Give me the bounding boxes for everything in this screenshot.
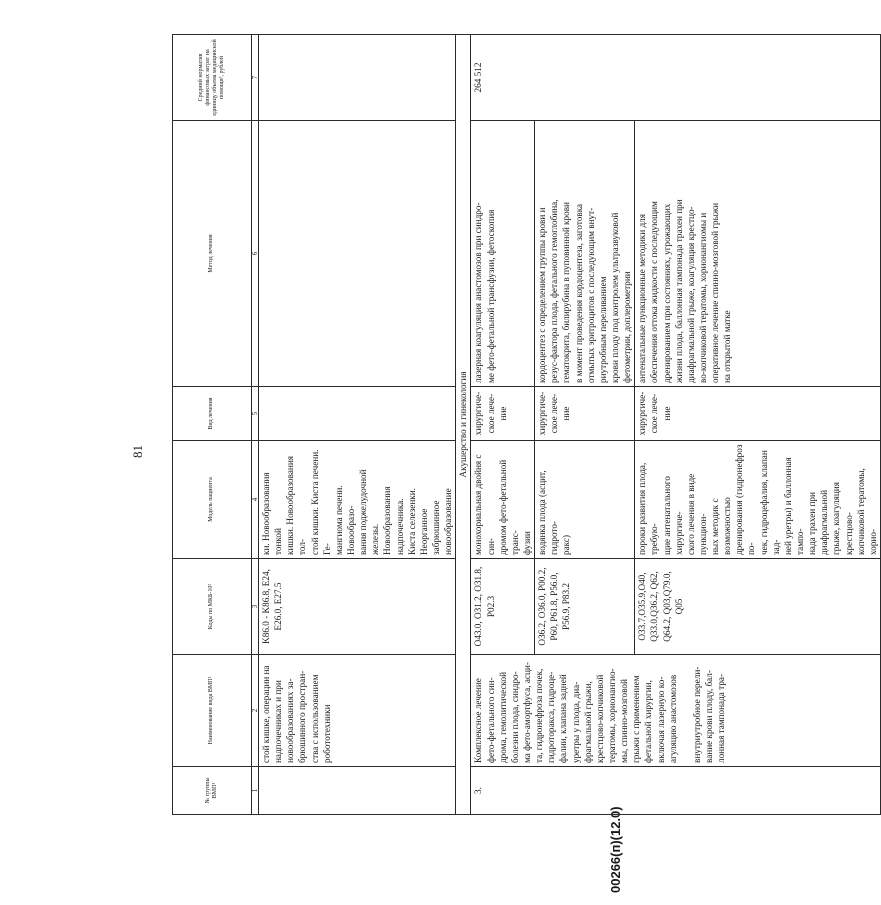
cell-vmp-name [471, 655, 881, 767]
subrow2-treatment: хирургиче- ское лече- ние [537, 391, 572, 436]
subrow1-method: лазерная коагуляция анастомозов при синдро- ме фето-фетальной трансфузии, фетоскопия [473, 202, 496, 383]
cell-treatment [471, 387, 535, 441]
header-treatment-method: Метод лечения [173, 121, 252, 387]
cell-method [535, 121, 635, 387]
header-vmp-name: Наименование вида ВМП¹ [173, 655, 252, 767]
cell-method [471, 121, 535, 387]
cell-empty [259, 767, 456, 815]
col-number: 5 [252, 387, 259, 441]
cell-treatment [635, 387, 881, 441]
cell-method [635, 121, 881, 387]
subrow2-model: водянка плода (асцит, гидрото- ракс) [537, 470, 572, 555]
cell-treatment [535, 387, 635, 441]
document-id: 00266(п)(12.0) [608, 806, 623, 893]
header-icd-codes: Коды по МКБ-10² [173, 559, 252, 655]
header-treatment-type: Вид лечения [173, 387, 252, 441]
subrow1-treatment: хирургиче- ское лече- ние [473, 391, 508, 436]
vmp-table [172, 34, 881, 815]
col-number: 4 [252, 441, 259, 559]
page-number: 81 [130, 445, 145, 458]
subrow3-method: антенатальные пункционные методики для обеспечения оттока жидкости с последующим дренированием при состояниях, угрожающих жизни плода, баллонная тампонада трахеи при диафрагмальной грыже, коагуляция крестцо- во-копчиковой тератомы, хорионангиомы и оперативное лечение спинно-мозговой грыжи на открытой матке [637, 199, 733, 383]
cell-cost: 264 512 [471, 35, 881, 121]
continued-row [259, 35, 456, 815]
header-group-number: № группы ВМП¹ [173, 767, 252, 815]
continued-model-text: ки. Новообразования тонкой кишки. Новообразования тол- стой кишки. Киста печени. Ге- мангиома печени. Новообразо- вания поджелудочной железы. Новообразования надпочечника. Киста селезенки. Неорганное забрюшинное новообразование [261, 449, 454, 555]
group3-row-1 [471, 35, 535, 815]
col-number: 2 [252, 655, 259, 767]
subrow1-model: монохориальная двойня с син- дромом фето-фетальной транс- фузии [473, 454, 532, 555]
section-title: Акушерство и гинекология [456, 35, 471, 815]
section-row [456, 35, 471, 815]
subrow2-codes: O36.2, O36.0, P00.2, P60, P61.8, P56.0, P56.9, P83.2 [537, 567, 572, 646]
header-patient-model: Модель пациента [173, 441, 252, 559]
col-number: 1 [252, 767, 259, 815]
subrow3-model: пороки развития плода, требую- щие антенатального хирургиче- ского лечения в виде пункцион- ных методик с возможностью дренирования (гидронефроз по- чек, гидроцефалия, клапан зад- ней уретры) и баллонная тампо- нада трахеи при диафрагмальной грыже, коагуляция крестцово- копчиковой тератомы, хорио- [637, 444, 878, 555]
subrow3-codes: O33.7,O35.9,O40, Q33.0,Q36.2, Q62, Q64.2, Q03,Q79.0, Q05 [637, 571, 684, 642]
cell-codes [635, 559, 881, 655]
col-number: 6 [252, 121, 259, 387]
cell-empty [259, 121, 456, 387]
col-number: 3 [252, 559, 259, 655]
header-row [173, 35, 252, 815]
cell-codes [259, 559, 456, 655]
header-cost-norm: Средний норматив финансовых затрат на единицу объема медицинской помощи³, рублей [173, 35, 252, 121]
cell-empty [259, 35, 456, 121]
subrow1-codes: O43.0, O31.2, O31.8, P02.3 [473, 566, 496, 647]
cell-codes [471, 559, 535, 655]
cell-empty [259, 387, 456, 441]
cell-codes [535, 559, 635, 655]
cell-model [471, 441, 535, 559]
subrow2-method: кордоцентез с определением группы крови и резус-фактора плода, фетального гемоглобина, гематокрита, билирубина в пуповинной крови в момент проведения кордоцентеза, заготовка отмытых эритроцитов с последующим внут- риутробным переливанием крови плоду под контролем ультразвуковой фетометрии, доплерометрии [537, 199, 633, 383]
continued-codes-text: K86.0 - K86.8, E24, E26.0, E27.5 [261, 569, 284, 644]
cell-group-number: 3. [471, 767, 881, 815]
cell-model [259, 441, 456, 559]
continued-name-text: стой кишке, операции на надпочечниках и при новообразованиях за- брюшинного простран- ства с использованием робототехники [261, 665, 332, 763]
cell-vmp-name [259, 655, 456, 767]
col-number: 7 [252, 35, 259, 121]
cell-model [635, 441, 881, 559]
subrow3-treatment: хирургиче- ское лече- ние [637, 391, 672, 436]
column-number-row [252, 35, 259, 815]
group3-name-text: Комплексное лечение фето-фетального син- дрома, гемолитической болезни плода, синдро- ма фето-амортфуса, асци- та, гидронефроза почек, гидроторакса, гидроце- фалии, клапана задней уретры у плода, диа- фрагмальной грыжи, крестцово-копчиковой тератомы, хорионангио- мы, спинно-мозговой грыжи с применением фетальной хирургии, включая лазерную ко- агуляцию анастомозов внутриутробное перели- вание крови плоду, бал- лонная тампонада тра- [473, 662, 727, 763]
cell-model [535, 441, 635, 559]
